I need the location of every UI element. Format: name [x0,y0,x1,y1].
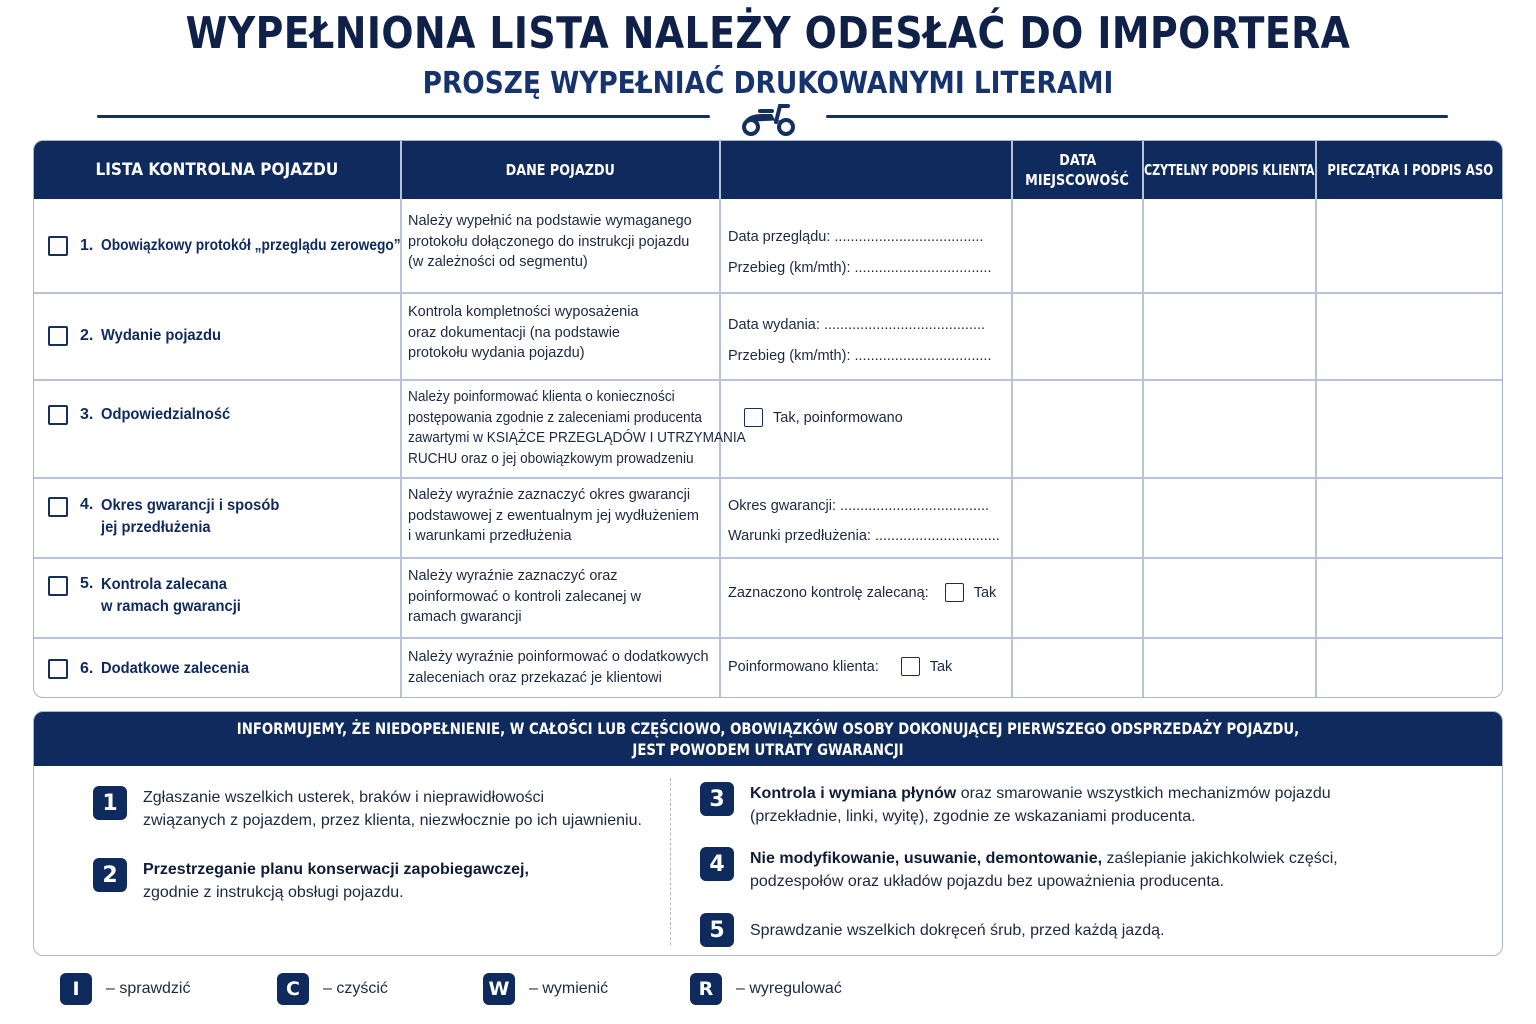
row-number: 1. [80,236,94,254]
header-date-place: DATA MIEJSCOWOŚĆ [1025,151,1130,189]
legend-badge: I [60,973,92,1005]
row-label: Dodatkowe zalecenia [101,659,250,677]
number-badge: 1 [93,786,127,820]
delivery-date-field[interactable]: Data wydania: ........................................ [728,317,986,333]
header-rule-right [826,115,1448,118]
item-text: Przestrzeganie planu konserwacji zapobiegawczej, zgodnie z instrukcją obsługi pojazdu. [143,861,529,901]
column-divider [670,778,671,945]
item-text: Nie modyfikowanie, usuwanie, demontowanie, zaślepianie jakichkolwiek części, podzespołów oraz układów pojazdu bez upoważnienia producenta. [750,850,1338,890]
header-rule-left [97,115,710,118]
scooter-icon [740,100,798,136]
item-text: Kontrola i wymiana płynów oraz smarowanie wszystkich mechanizmów pojazdu (przekładnie, linki, wyitę), zgodnie ze wskazaniami producenta. [750,785,1331,825]
yes-label: Tak [929,658,953,675]
legend-badge: W [483,973,515,1005]
table-header [34,141,1502,199]
recommended-check-label: Zaznaczono kontrolę zalecaną: [728,584,929,601]
warranty-warning-box [33,711,1503,956]
row-description: Należy wyraźnie poinformować o dodatkowych zaleceniach oraz przekazać je klientowi [408,649,709,686]
row-number: 5. [80,575,94,592]
row-checkbox[interactable] [48,405,68,425]
row-number: 4. [80,496,94,513]
informed-check[interactable] [744,408,903,427]
row-checkbox[interactable] [48,326,68,346]
mileage-field[interactable]: Przebieg (km/mth): .................................. [728,260,992,276]
header-vehicle-data: DANE POJAZDU [505,161,615,179]
row-number: 6. [80,659,94,677]
header-stamp-signature: PIECZĄTKA I PODPIS ASO [1327,161,1493,179]
checklist-table [33,140,1503,698]
legend-item [690,973,842,1005]
list-item [700,782,1331,828]
number-badge: 4 [700,847,734,881]
table-row [34,293,400,379]
page-title: WYPEŁNIONA LISTA NALEŻY ODESŁAĆ DO IMPORTERA [185,8,1351,59]
legend-badge: R [690,973,722,1005]
table-row [34,558,400,637]
number-badge: 3 [700,782,734,816]
recommended-checkbox[interactable] [945,583,964,602]
legend-text: – sprawdzić [106,980,191,997]
col-divider [1142,141,1144,697]
client-informed-checkbox[interactable] [901,657,920,676]
item-text: Zgłaszanie wszelkich usterek, braków i nieprawidłowości związanych z pojazdem, przez klienta, niezwłocznie po ich ujawnieniu. [143,789,642,829]
row-label: Kontrola zalecana w ramach gwarancji [101,576,242,615]
col-divider [1011,141,1013,697]
warning-header: INFORMUJEMY, ŻE NIEDOPEŁNIENIE, W CAŁOŚCI LUB CZĘŚCIOWO, OBOWIĄZKÓW OSOBY DOKONUJĄCEJ PIERWSZEGO ODSPRZEDAŻY POJAZDU, JEST POWODEM UTRATY GWARANCJI [34,712,1502,766]
number-badge: 2 [93,858,127,892]
legend-text: – czyścić [323,980,388,997]
row-label: Okres gwarancji i sposób jej przedłużenia [101,497,280,536]
row-label: Wydanie pojazdu [101,327,222,344]
extension-conditions-field[interactable]: Warunki przedłużenia: ............................... [728,528,1000,544]
col-divider [1315,141,1317,697]
yes-label: Tak [973,584,997,601]
client-informed-field[interactable] [728,657,952,676]
legend-text: – wymienić [529,980,609,997]
legend-text: – wyregulować [736,980,842,997]
legend-item [60,973,190,1005]
list-item [700,847,1338,893]
row-checkbox[interactable] [48,497,68,517]
row-description: Należy wyraźnie zaznaczyć okres gwarancji podstawowej z ewentualnym jej wydłużeniem i warunkami przedłużenia [408,487,699,544]
row-number: 2. [80,327,94,344]
table-row [34,199,400,292]
legend-item [483,973,608,1005]
row-checkbox[interactable] [48,576,68,596]
header-checklist: LISTA KONTROLNA POJAZDU [95,160,339,180]
list-item [93,858,529,904]
warranty-period-field[interactable]: Okres gwarancji: ..................................... [728,498,990,514]
legend-badge: C [277,973,309,1005]
row-label: Odpowiedzialność [101,406,231,423]
list-item [93,786,642,832]
informed-label: Tak, poinformowano [773,409,903,426]
mileage-field[interactable]: Przebieg (km/mth): .................................. [728,348,992,364]
table-row [34,380,400,450]
row-description: Należy poinformować klienta o konieczności postępowania zgodnie z zaleceniami producenta zawartymi w KSIĄŻCE PRZEGLĄDÓW I UTRZYMANIA RUCHU oraz o jej obowiązkowym prowadzeniu [408,389,746,467]
recommended-check-field[interactable] [728,583,996,602]
informed-checkbox[interactable] [744,408,763,427]
row-description: Kontrola kompletności wyposażenia oraz dokumentacji (na podstawie protokołu wydania pojazdu) [408,304,639,361]
row-checkbox[interactable] [48,236,68,256]
row-checkbox[interactable] [48,659,68,679]
client-informed-label: Poinformowano klienta: [728,658,879,675]
page-subtitle: PROSZĘ WYPEŁNIAĆ DRUKOWANYMI LITERAMI [422,66,1114,101]
row-description: Należy wypełnić na podstawie wymaganego protokołu dołączonego do instrukcji pojazdu (w zależności od segmentu) [408,213,692,270]
table-row [34,638,400,698]
item-text: Sprawdzanie wszelkich dokręceń śrub, przed każdą jazdą. [750,921,1165,939]
row-label: Obowiązkowy protokół „przeglądu zerowego” [101,236,402,254]
number-badge: 5 [700,913,734,947]
row-description: Należy wyraźnie zaznaczyć oraz poinformować o kontroli zalecanej w ramach gwarancji [408,568,641,625]
table-row [34,478,400,557]
header-client-signature: CZYTELNY PODPIS KLIENTA [1144,161,1315,179]
row-number: 3. [80,406,94,423]
header-blank [720,141,1012,199]
col-divider [400,141,402,697]
inspection-date-field[interactable]: Data przeglądu: ..................................... [728,229,984,245]
list-item [700,913,1164,947]
legend-item [277,973,388,1005]
